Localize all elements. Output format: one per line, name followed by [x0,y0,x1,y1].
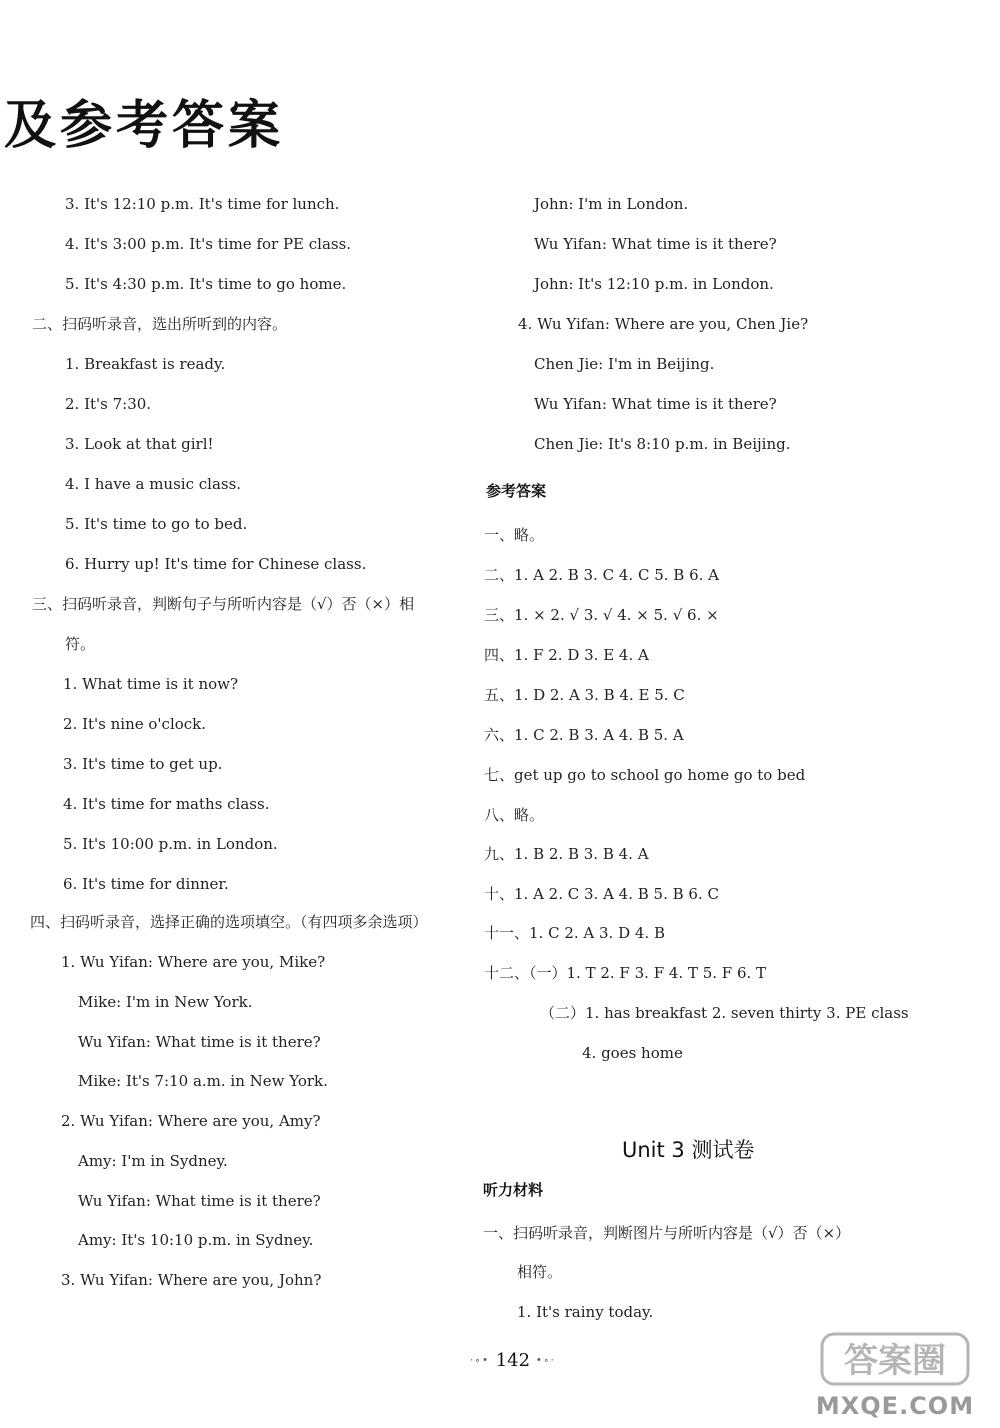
answer-lines-item: 4. goes home [582,1044,683,1062]
page-number-dots-left: ·∘• [470,1355,490,1367]
right-top-lines-item: John: It's 12:10 p.m. in London. [534,275,774,293]
answer-lines-item: 十二、（一）1. T 2. F 3. F 4. T 5. F 6. T [484,964,767,982]
left-lines-item: Amy: I'm in Sydney. [78,1152,228,1170]
right-top-lines-item: Wu Yifan: What time is it there? [534,395,777,413]
left-lines-item: 2. It's 7:30. [65,395,152,413]
answers-heading: 参考答案 [486,482,547,500]
left-lines-item: 4. I have a music class. [65,475,242,493]
answer-lines-item: （二）1. has breakfast 2. seven thirty 3. PE class [540,1004,909,1022]
answer-lines-item: 二、1. A 2. B 3. C 4. C 5. B 6. A [484,566,719,584]
right-top-lines-item: 4. Wu Yifan: Where are you, Chen Jie? [518,315,809,333]
left-lines-item: 4. It's 3:00 p.m. It's time for PE class. [65,235,352,253]
left-lines-item: 2. It's nine o'clock. [63,715,207,733]
unit-3-title: Unit 3 测试卷 [622,1138,755,1162]
left-lines-item: Amy: It's 10:10 p.m. in Sydney. [78,1231,314,1249]
right-top-lines-item: Chen Jie: I'm in Beijing. [534,355,715,373]
left-lines-item: 5. It's time to go to bed. [65,515,248,533]
answer-lines-item: 十、1. A 2. C 3. A 4. B 5. B 6. C [484,885,719,903]
left-lines-item: 2. Wu Yifan: Where are you, Amy? [61,1112,321,1130]
left-lines-item: 三、扫码听录音，判断句子与所听内容是（√）否（×）相 [32,595,415,613]
left-lines-item: 符。 [65,635,96,653]
right-top-lines-item: Wu Yifan: What time is it there? [534,235,777,253]
watermark [800,1330,990,1420]
answer-lines-item: 四、1. F 2. D 3. E 4. A [484,646,649,664]
left-lines-item: 3. Look at that girl! [65,435,214,453]
left-lines-item: 4. It's time for maths class. [63,795,270,813]
left-lines-item: 3. Wu Yifan: Where are you, John? [61,1271,322,1289]
unit-lines-item: 1. It's rainy today. [517,1303,654,1321]
left-lines-item: 1. Wu Yifan: Where are you, Mike? [61,953,326,971]
answer-lines-item: 十一、1. C 2. A 3. D 4. B [484,924,665,942]
page-number-value: 142 [495,1350,531,1371]
answer-lines-item: 一、略。 [484,526,545,544]
left-lines-item: 6. Hurry up! It's time for Chinese class. [65,555,367,573]
answer-lines-item: 六、1. C 2. B 3. A 4. B 5. A [484,726,684,744]
unit-lines-item: 一、扫码听录音，判断图片与所听内容是（√）否（×） [483,1224,851,1242]
left-lines-item: Wu Yifan: What time is it there? [78,1033,321,1051]
left-lines-item: Wu Yifan: What time is it there? [78,1192,321,1210]
left-lines-item: 1. Breakfast is ready. [65,355,226,373]
answer-lines-item: 九、1. B 2. B 3. B 4. A [484,845,649,863]
answer-lines-item: 七、get up go to school go home go to bed [484,766,806,784]
left-lines-item: 3. It's time to get up. [63,755,223,773]
page-header-title: 及参考答案 [4,96,285,156]
answer-lines-item: 五、1. D 2. A 3. B 4. E 5. C [484,686,685,704]
answer-lines-item: 三、1. × 2. √ 3. √ 4. × 5. √ 6. × [484,606,719,624]
page-number [470,1350,556,1371]
left-lines-item: 3. It's 12:10 p.m. It's time for lunch. [65,195,340,213]
answer-lines-item: 八、略。 [484,806,545,824]
left-lines-item: 二、扫码听录音，选出所听到的内容。 [32,315,288,333]
watermark-text: MXQE.COM [815,1392,975,1420]
right-top-lines-item: John: I'm in London. [534,195,689,213]
right-top-lines-item: Chen Jie: It's 8:10 p.m. in Beijing. [534,435,791,453]
left-lines-item: 5. It's 4:30 p.m. It's time to go home. [65,275,347,293]
page-number-dots-right: •∘· [535,1355,556,1367]
left-lines-item: 四、扫码听录音，选择正确的选项填空。（有四项多余选项） [30,913,428,931]
left-lines-item: 1. What time is it now? [63,675,239,693]
left-lines-item: Mike: I'm in New York. [78,993,253,1011]
left-lines-item: 5. It's 10:00 p.m. in London. [63,835,278,853]
left-lines-item: Mike: It's 7:10 a.m. in New York. [78,1072,328,1090]
left-lines-item: 6. It's time for dinner. [63,875,229,893]
watermark-logo-icon [820,1330,970,1388]
listening-heading: 听力材料 [483,1181,544,1199]
watermark-art-text: 答案圈 [844,1341,946,1381]
unit-lines-item: 相符。 [517,1263,563,1281]
